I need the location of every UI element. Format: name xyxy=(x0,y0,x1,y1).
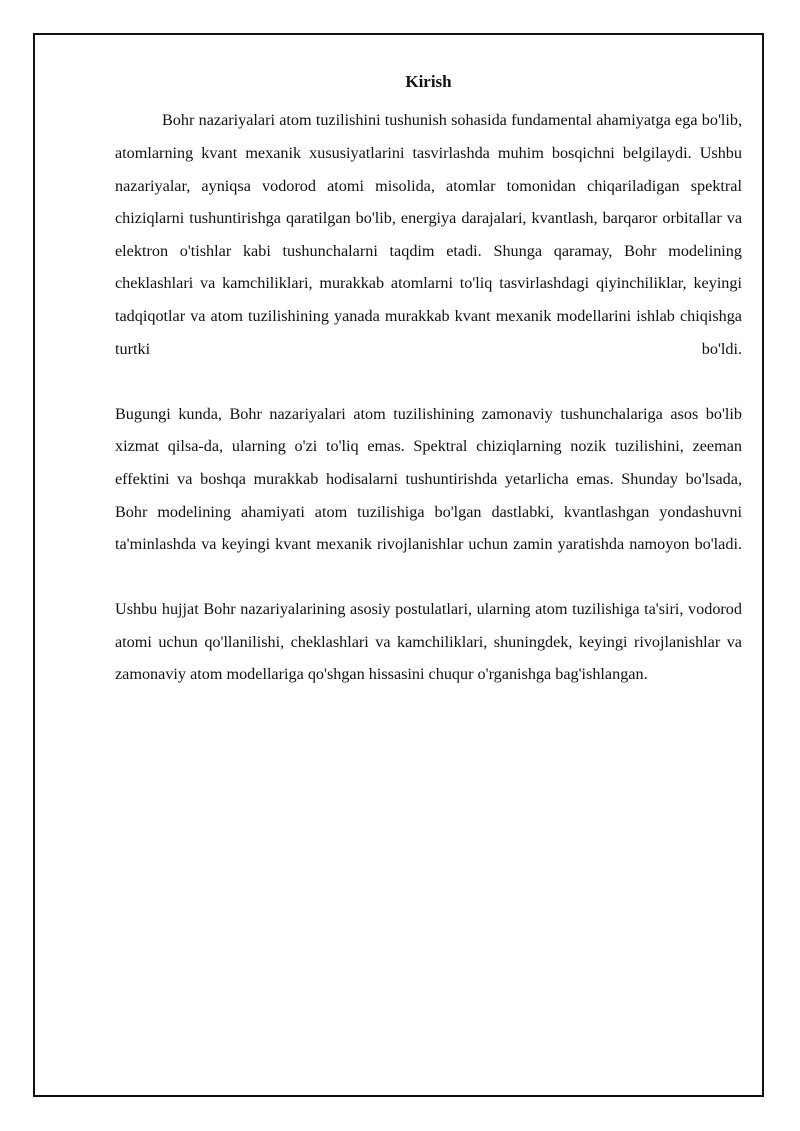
paragraph-purpose: Ushbu hujjat Bohr nazariyalarining asosiy postulatlari, ularning atom tuzilishiga ta'siri, vodorod atomi uchun qo'llanilishi, cheklashlari va kamchiliklari, shuningdek, keyingi rivojlanishlar va zamonaviy atom modellariga qo'shgan hissasini chuqur o'rganishga bag'ishlangan. xyxy=(115,600,742,684)
paragraph-gap xyxy=(115,365,742,398)
paragraph-gap xyxy=(115,561,742,594)
paragraph-modern: Bugungi kunda, Bohr nazariyalari atom tuzilishining zamonaviy tushunchalariga asos bo'lib xizmat qilsa-da, ularning o'zi to'liq emas. Spektral chiziqlarning nozik tuzilishini, zeeman effektini va boshqa murakkab hodisalarni tushuntirishda yetarlicha emas. Shunday bo'lsada, Bohr modelining ahamiyati atom tuzilishiga bo'lgan dastlabki, kvantlashgan yondashuvni ta'minlashda va keyingi kvant mexanik rivojlanishlar uchun zamin yaratishda namoyon bo'ladi. xyxy=(115,404,742,554)
document-title: Kirish xyxy=(405,72,452,91)
paragraph-intro: Bohr nazariyalari atom tuzilishini tushunish sohasida fundamental ahamiyatga ega bo'lib, atomlarning kvant mexanik xususiyatlarini tasvirlashda muhim bosqichni belgilaydi. Ushbu nazariyalar, ayniqsa vodorod atomi misolida, atomlar tomonidan chiqariladigan spektral chiziqlarni tushuntirishga qaratilgan bo'lib, energiya darajalari, kvantlash, barqaror orbitallar va elektron o'tishlar kabi tushunchalarni taqdim etadi. Shunga qaramay, Bohr modelining cheklashlari va kamchiliklari, murakkab atomlarni to'liq tasvirlashdagi qiyinchiliklar, keyingi tadqiqotlar va atom tuzilishining yanada murakkab kvant mexanik modellarini ishlab chiqishga turtki bo'ldi. xyxy=(115,111,742,358)
document-body xyxy=(115,72,742,691)
